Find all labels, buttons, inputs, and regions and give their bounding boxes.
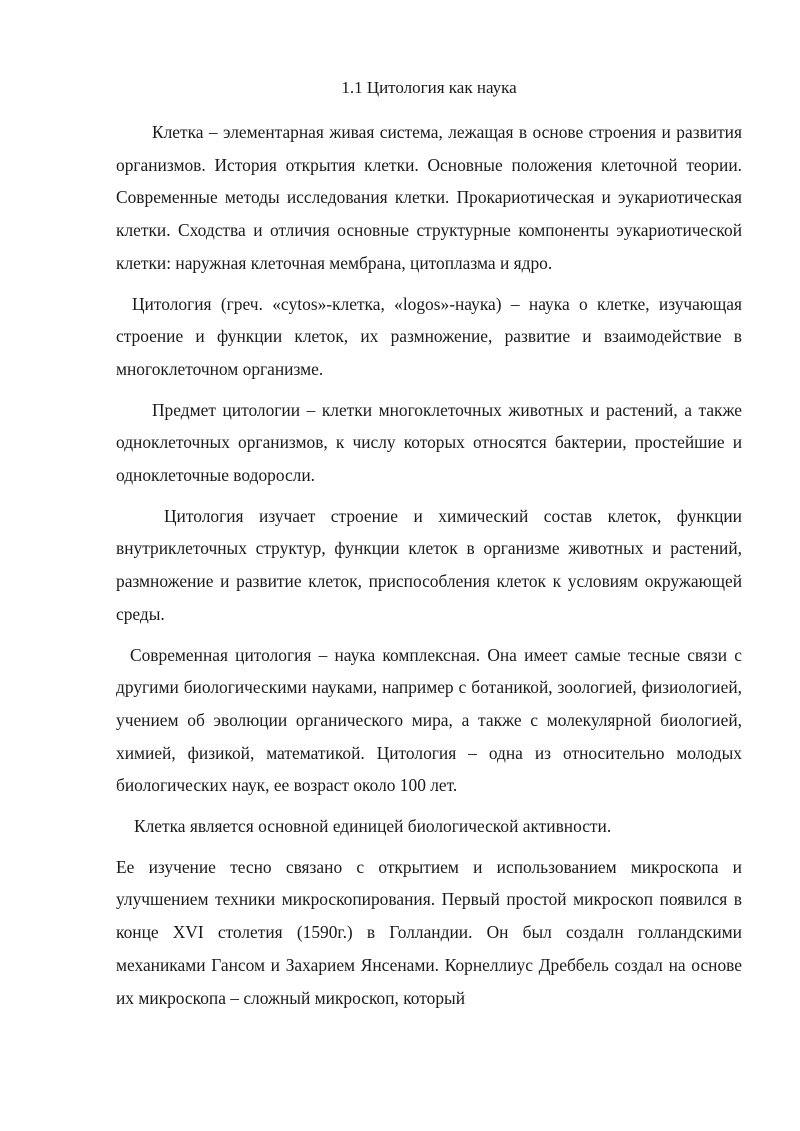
section-title: 1.1 Цитология как наука [341, 78, 517, 97]
paragraph-cytology-subject: Предмет цитологии – клетки многоклеточных животных и растений, а также одноклеточных организмов, к числу которых относятся бактерии, простейшие и одноклеточные водоросли. [116, 399, 742, 486]
paragraph-cell-overview: Клетка – элементарная живая система, лежащая в основе строения и развития организмов. История открытия клетки. Основные положения клеточной теории. Современные методы исследования клетки. Прокариотическая и эукариотическая клетки. Сходства и отличия основные структурные компоненты эукариотической клетки: наружная клеточная мембрана, цитоплазма и ядро. [116, 122, 742, 273]
paragraph-cell-unit: Клетка является основной единицей биологической активности. [134, 816, 612, 837]
document-page [116, 74, 742, 1014]
paragraph-cytology-studies: Цитология изучает строение и химический состав клеток, функции внутриклеточных структур, функции клеток в организме животных и растений, размножение и развитие клеток, приспособления клеток к условиям окружающей среды. [116, 505, 742, 624]
paragraph-cytology-definition: Цитология (греч. «cytos»-клетка, «logos»-наука) – наука о клетке, изучающая строение и функции клеток, их размножение, развитие и взаимодействие в многоклеточном организме. [116, 293, 742, 379]
paragraph-modern-cytology: Современная цитология – наука комплексная. Она имеет самые тесные связи с другими биологическими науками, например с ботаникой, зоологией, физиологией, учением об эволюции органического мира, а также с молекулярной биологией, химией, физикой, математикой. Цитология – одна из относительно молодых биологических наук, ее возраст около 100 лет. [116, 644, 742, 796]
paragraph-microscope-history: Ее изучение тесно связано с открытием и использованием микроскопа и улучшением техники микроскопирования. Первый простой микроскоп появился в конце XVI столетия (1590г.) в Голландии. Он был создалн голландскими механиками Гансом и Захарием Янсенами. Корнеллиус Дреббель создал на основе их микроскопа – сложный микроскоп, который [116, 856, 742, 1008]
